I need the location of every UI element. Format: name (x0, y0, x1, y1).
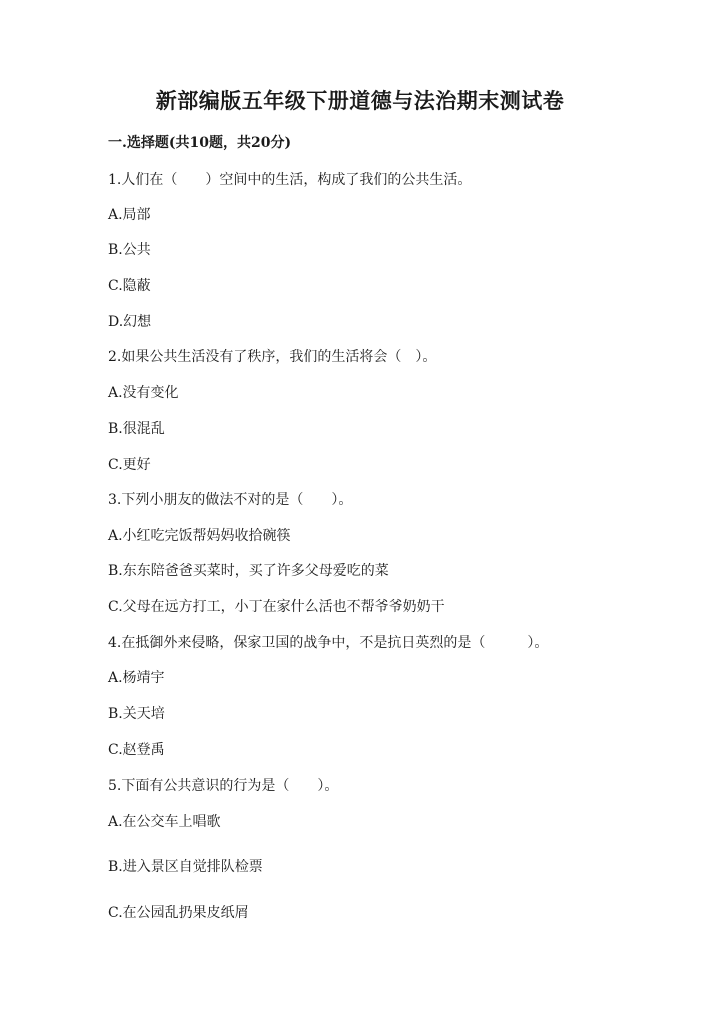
question-1-option-b: B.公共 (108, 242, 151, 258)
question-2-stem: 2.如果公共生活没有了秩序，我们的生活将会（ ）。 (108, 349, 437, 365)
question-2-option-c: C.更好 (108, 457, 151, 473)
question-1-stem: 1.人们在（ ）空间中的生活，构成了我们的公共生活。 (108, 172, 472, 188)
question-4-option-c: C.赵登禹 (108, 742, 165, 758)
exam-title: 新部编版五年级下册道德与法治期末测试卷 (155, 88, 565, 113)
question-5-stem: 5.下面有公共意识的行为是（ ）。 (108, 778, 339, 794)
question-1-option-d: D.幻想 (108, 314, 152, 330)
question-5-option-a: A.在公交车上唱歌 (108, 814, 221, 830)
question-3-option-b: B.东东陪爸爸买菜时，买了许多父母爱吃的菜 (108, 563, 389, 579)
question-3-option-c: C.父母在远方打工，小丁在家什么活也不帮爷爷奶奶干 (108, 599, 445, 615)
question-2-option-b: B.很混乱 (108, 421, 165, 437)
question-4-option-b: B.关天培 (108, 706, 165, 722)
question-2-option-a: A.没有变化 (108, 385, 179, 401)
question-3-option-a: A.小红吃完饭帮妈妈收拾碗筷 (108, 528, 291, 544)
question-1-option-a: A.局部 (108, 207, 151, 223)
question-4-stem: 4.在抵御外来侵略，保家卫国的战争中，不是抗日英烈的是（ ）。 (108, 635, 549, 651)
question-3-stem: 3.下列小朋友的做法不对的是（ ）。 (108, 492, 353, 508)
question-5-option-b: B.进入景区自觉排队检票 (108, 859, 263, 875)
question-1-option-c: C.隐蔽 (108, 278, 151, 294)
question-5-option-c: C.在公园乱扔果皮纸屑 (108, 905, 249, 921)
question-4-option-a: A.杨靖宇 (108, 670, 165, 686)
section-heading: 一.选择题(共10题，共20分) (108, 135, 292, 151)
